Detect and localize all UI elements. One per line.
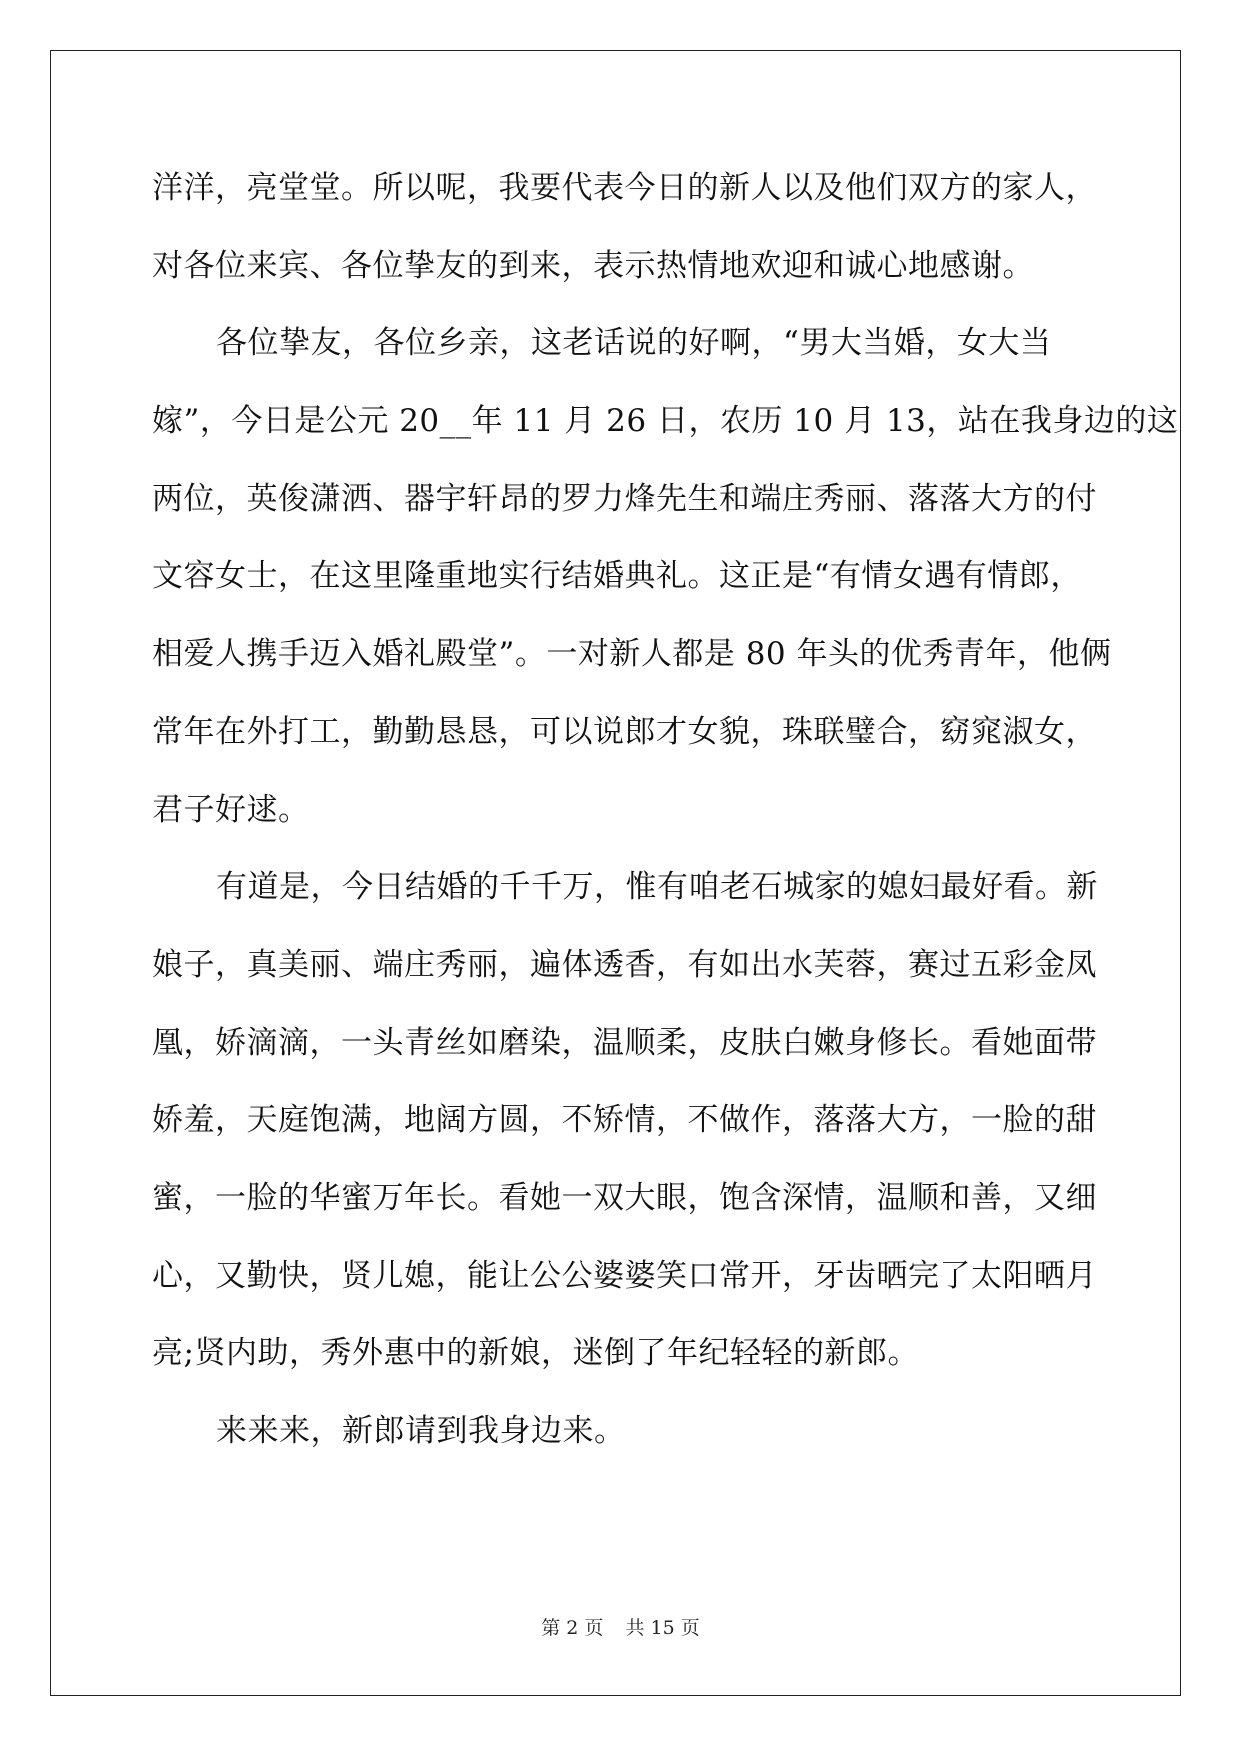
- page-total: 共 15 页: [625, 1617, 700, 1639]
- text-line: 心，又勤快，贤儿媳，能让公公婆婆笑口常开，牙齿晒完了太阳晒月: [152, 1257, 1097, 1294]
- text-line: 君子好逑。: [152, 791, 310, 828]
- text-line: 常年在外打工，勤勤恳恳，可以说郎才女貌，珠联璧合，窈窕淑女，: [152, 713, 1097, 750]
- text-line: 亮;贤内助，秀外惠中的新娘，迷倒了年纪轻轻的新郎。: [152, 1335, 919, 1372]
- text-line: 嫁”，今日是公元 20__年 11 月 26 日，农历 10 月 13，站在我身边的这: [152, 403, 1179, 440]
- page-number: 第 2 页: [541, 1617, 604, 1639]
- document-body: [152, 162, 1179, 1483]
- text-line: 文容女士，在这里隆重地实行结婚典礼。这正是“有情女遇有情郎，: [152, 558, 1082, 595]
- paragraph-4: [152, 1405, 1087, 1483]
- text-line: 娇羞，天庭饱满，地阔方圆，不矫情，不做作，落落大方，一脸的甜: [152, 1102, 1097, 1139]
- paragraph-2: [152, 317, 1179, 861]
- text-line: 有道是，今日结婚的千千万，惟有咱老石城家的媳妇最好看。新: [216, 869, 1098, 906]
- paragraph-1: [152, 162, 1097, 317]
- text-line: 蜜，一脸的华蜜万年长。看她一双大眼，饱含深情，温顺和善，又细: [152, 1179, 1097, 1216]
- text-line: 凰，娇滴滴，一头青丝如磨染，温顺柔，皮肤白嫩身修长。看她面带: [152, 1024, 1097, 1061]
- text-line: 各位挚友，各位乡亲，这老话说的好啊，“男大当婚，女大当: [216, 325, 1052, 362]
- text-line: 相爱人携手迈入婚礼殿堂”。一对新人都是 80 年头的优秀青年，他俩: [152, 636, 1112, 673]
- page-footer: [0, 1616, 1241, 1640]
- text-line: 两位，英俊潇洒、器宇轩昂的罗力烽先生和端庄秀丽、落落大方的付: [152, 480, 1097, 517]
- text-line: 对各位来宾、各位挚友的到来，表示热情地欢迎和诚心地感谢。: [152, 247, 1034, 284]
- text-line: 来来来，新郎请到我身边来。: [216, 1413, 626, 1449]
- paragraph-3: [152, 861, 1098, 1405]
- text-line: 洋洋，亮堂堂。所以呢，我要代表今日的新人以及他们双方的家人，: [152, 170, 1097, 206]
- text-line: 娘子，真美丽、端庄秀丽，遍体透香，有如出水芙蓉，赛过五彩金凤: [152, 946, 1097, 983]
